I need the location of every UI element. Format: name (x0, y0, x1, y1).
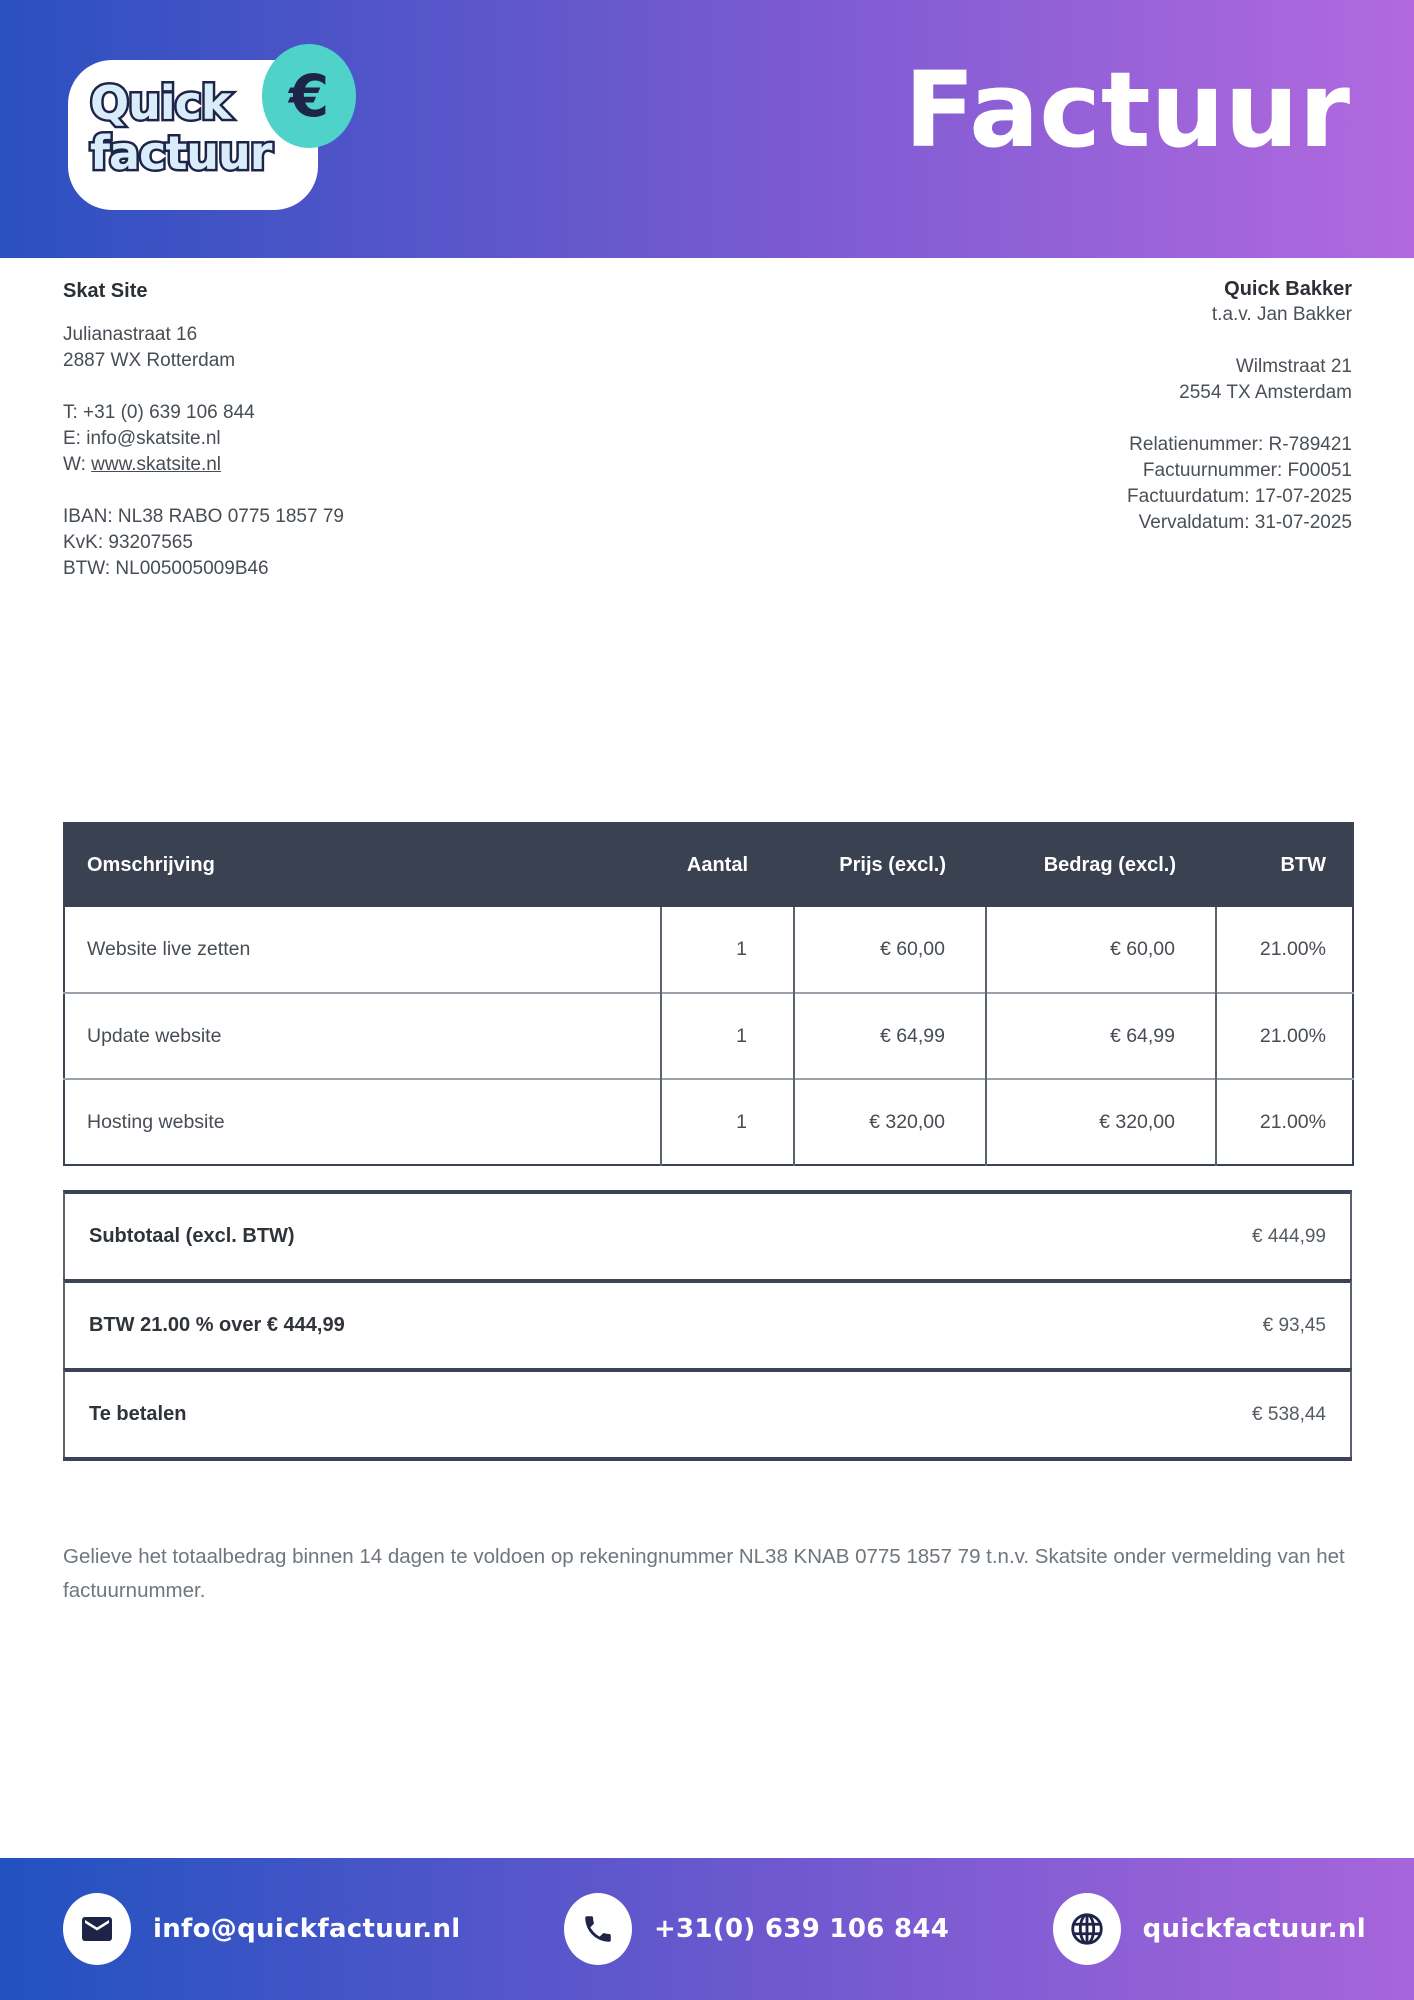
spacer (1127, 328, 1352, 354)
item-amount: € 64,99 (986, 993, 1216, 1079)
sender-website-line (63, 452, 344, 478)
item-vat: 21.00% (1216, 993, 1353, 1079)
subtotal-label: Subtotaal (excl. BTW) (89, 1225, 295, 1247)
spacer (1127, 406, 1352, 432)
header-banner (0, 0, 1414, 258)
item-amount: € 320,00 (986, 1079, 1216, 1165)
recipient-attn: t.a.v. Jan Bakker (1211, 304, 1352, 325)
item-price: € 64,99 (794, 993, 986, 1079)
globe-icon (1053, 1893, 1121, 1965)
footer-email-link[interactable] (63, 1893, 460, 1965)
vat-row (63, 1279, 1352, 1368)
item-description: Website live zetten (64, 907, 661, 993)
sender-kvk: KvK: 93207565 (63, 532, 193, 553)
column-header-bedrag: Bedrag (excl.) (986, 823, 1216, 907)
item-description: Update website (64, 993, 661, 1079)
sender-website-prefix: W: (63, 454, 92, 475)
footer-bar (0, 1858, 1414, 2000)
item-vat: 21.00% (1216, 1079, 1353, 1165)
totals-section (63, 1190, 1352, 1461)
item-description: Hosting website (64, 1079, 661, 1165)
column-header-btw: BTW (1216, 823, 1353, 907)
euro-icon (262, 44, 356, 148)
item-vat: 21.00% (1216, 907, 1353, 993)
footer-email-text: info@quickfactuur.nl (153, 1914, 461, 1944)
subtotal-row (63, 1190, 1352, 1279)
item-price: € 60,00 (794, 907, 986, 993)
phone-icon (564, 1893, 632, 1965)
sender-phone: T: +31 (0) 639 106 844 (63, 402, 255, 423)
item-price: € 320,00 (794, 1079, 986, 1165)
column-header-omschrijving: Omschrijving (64, 823, 661, 907)
item-qty: 1 (661, 907, 794, 993)
item-qty: 1 (661, 993, 794, 1079)
euro-symbol: € (288, 62, 330, 130)
total-due-row (63, 1368, 1352, 1457)
logo-word-1: Quick (90, 76, 231, 130)
footer-phone-link[interactable] (564, 1893, 949, 1965)
sender-name: Skat Site (63, 280, 148, 302)
total-due-label: Te betalen (89, 1403, 187, 1425)
sender-website-link[interactable]: www.skatsite.nl (91, 454, 222, 475)
sender-address-line-2: 2887 WX Rotterdam (63, 350, 236, 371)
item-qty: 1 (661, 1079, 794, 1165)
footer-website-text: quickfactuur.nl (1142, 1914, 1366, 1944)
page-title: Factuur (904, 49, 1350, 171)
table-row (64, 1079, 1353, 1165)
recipient-block (1127, 276, 1352, 536)
footer-website-link[interactable] (1053, 1893, 1366, 1965)
invoice-items-table (63, 822, 1354, 1166)
envelope-icon (63, 1893, 131, 1965)
table-header-row (64, 823, 1353, 907)
logo-word-2: factuur (90, 126, 272, 180)
footer-phone-text: +31(0) 639 106 844 (653, 1914, 950, 1944)
spacer (63, 374, 344, 400)
sender-btw: BTW: NL005005009B46 (63, 558, 269, 579)
column-header-aantal: Aantal (661, 823, 794, 907)
vat-label: BTW 21.00 % over € 444,99 (89, 1314, 345, 1336)
spacer (63, 304, 344, 322)
table-row (64, 907, 1353, 993)
recipient-address-line-2: 2554 TX Amsterdam (1179, 382, 1352, 403)
total-due-value: € 538,44 (1252, 1403, 1326, 1425)
payment-note: Gelieve het totaalbedrag binnen 14 dagen te voldoen op rekeningnummer NL38 KNAB 0775 1857 79 t.n.v. Skatsite onder vermelding van het factuurnummer. (63, 1545, 1345, 1602)
spacer (63, 478, 344, 504)
vat-value: € 93,45 (1262, 1314, 1326, 1336)
recipient-relatienummer: Relatienummer: R-789421 (1129, 434, 1352, 455)
sender-email: E: info@skatsite.nl (63, 428, 221, 449)
recipient-vervaldatum: Vervaldatum: 31-07-2025 (1138, 512, 1352, 533)
subtotal-value: € 444,99 (1252, 1225, 1326, 1247)
recipient-factuurnummer: Factuurnummer: F00051 (1142, 460, 1352, 481)
recipient-name: Quick Bakker (1224, 278, 1352, 300)
recipient-address-line-1: Wilmstraat 21 (1235, 356, 1352, 377)
sender-address-line-1: Julianastraat 16 (63, 324, 198, 345)
sender-block (63, 278, 344, 582)
table-row (64, 993, 1353, 1079)
item-amount: € 60,00 (986, 907, 1216, 993)
logo-wordmark (90, 78, 272, 178)
recipient-factuurdatum: Factuurdatum: 17-07-2025 (1127, 486, 1352, 507)
column-header-prijs: Prijs (excl.) (794, 823, 986, 907)
sender-iban: IBAN: NL38 RABO 0775 1857 79 (63, 506, 344, 527)
